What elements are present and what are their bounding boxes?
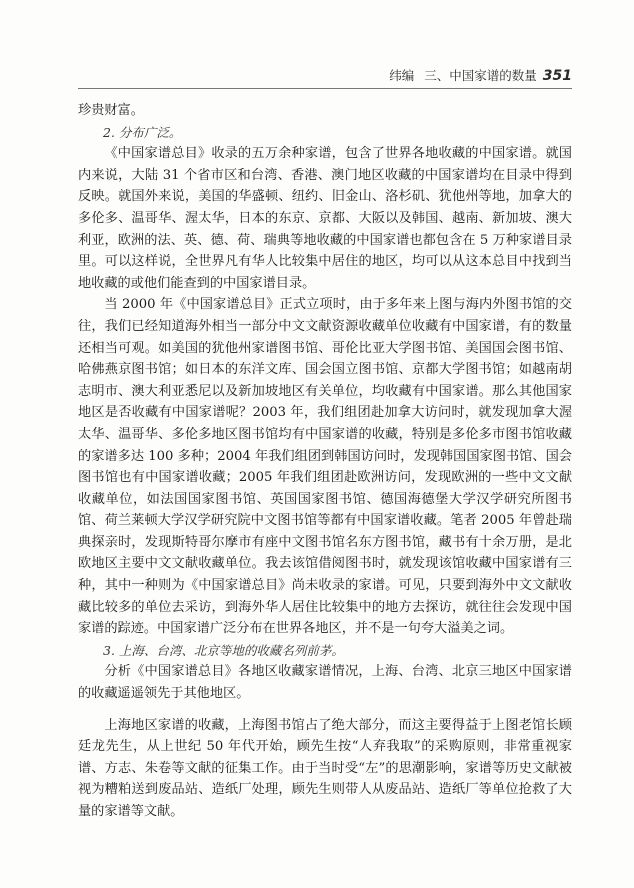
header-rule	[78, 88, 572, 89]
subheading: 3. 上海、台湾、北京等地的收藏名列前茅。	[103, 642, 344, 658]
paragraph: 珍贵财富。	[78, 103, 144, 118]
subheading: 2. 分布广泛。	[103, 124, 182, 140]
paragraph: 《中国家谱总目》收录的五万余种家谱，包含了世界各地收藏的中国家谱。就国内来说，大陆 31 个省市区和台湾、香港、澳门地区收藏的中国家谱均在目录中得到反映。就国外来说，美国的华盛顿、纽约、旧金山、洛杉矶、犹他州等地，加拿大的多伦多、温哥华、渥太华，日本的东京、京都、大阪以及韩国、越南、新加坡、澳大利亚，欧洲的法、英、德、荷、瑞典等地收藏的中国家谱也都包含在 5 万种家谱目录里。可以这样说，全世界凡有华人比较集中居住的地区，均可以从这本总目中找到当地收藏的或他们能查到的中国家谱目录。	[78, 146, 572, 291]
running-head-chapter: 三、中国家谱的数量	[424, 68, 537, 83]
page-number: 351	[542, 68, 572, 84]
paragraph: 当 2000 年《中国家谱总目》正式立项时，由于多年来上图与海内外图书馆的交往，我们已经知道海外相当一部分中文文献资源收藏单位收藏有中国家谱，有的数量还相当可观。如美国的犹他州家谱图书馆、哥伦比亚大学图书馆、美国国会图书馆、哈佛燕京图书馆；如日本的东洋文库、国会国立图书馆、京都大学图书馆；如越南胡志明市、澳大利亚悉尼以及新加坡地区有关单位，均收藏有中国家谱。那么其他国家地区是否收藏有中国家谱呢？2003 年，我们组团赴加拿大访问时，就发现加拿大渥太华、温哥华、多伦多地区图书馆均有中国家谱的收藏，特别是多伦多市图书馆收藏的家谱多达 100 多种；2004 年我们组团到韩国访问时，发现韩国国家图书馆、国会图书馆也有中国家谱收藏；2005 年我们组团赴欧洲访问，发现欧洲的一些中文文献收藏单位，如法国国家图书馆、英国国家图书馆、德国海德堡大学汉学研究所图书馆、荷兰莱顿大学汉学研究院中文图书馆等都有中国家谱收藏。笔者 2005 年曾赴瑞典探亲时，发现斯特哥尔摩市有座中文图书馆名东方图书馆，藏书有十余万册，是北欧地区主要中文文献收藏单位。我去该馆借阅图书时，就发现该馆收藏中国家谱有三种，其中一种则为《中国家谱总目》尚未收录的家谱。可见，只要到海外中文文献收藏比较多的单位去采访，到海外华人居住比较集中的地方去探访，就往往会发现中国家谱的踪迹。中国家谱广泛分布在世界各地区，并不是一句夸大溢美之词。	[78, 297, 572, 637]
body-text	[78, 100, 572, 823]
running-head	[389, 66, 572, 84]
paragraph: 分析《中国家谱总目》各地区收藏家谱情况，上海、台湾、北京三地区中国家谱的收藏遥遥领先于其他地区。	[78, 664, 572, 702]
paragraph: 上海地区家谱的收藏，上海图书馆占了绝大部分，而这主要得益于上图老馆长顾廷龙先生，从上世纪 50 年代开始，顾先生按“人弃我取”的采购原则，非常重视家谱、方志、朱卷等文献的征集工作。由于当时受“左”的思潮影响，家谱等历史文献被视为糟粕送到废品站、造纸厂处理，顾先生则带人从废品站、造纸厂等单位抢救了大量的家谱等文献。	[78, 717, 572, 819]
running-head-section: 纬编	[389, 68, 415, 83]
